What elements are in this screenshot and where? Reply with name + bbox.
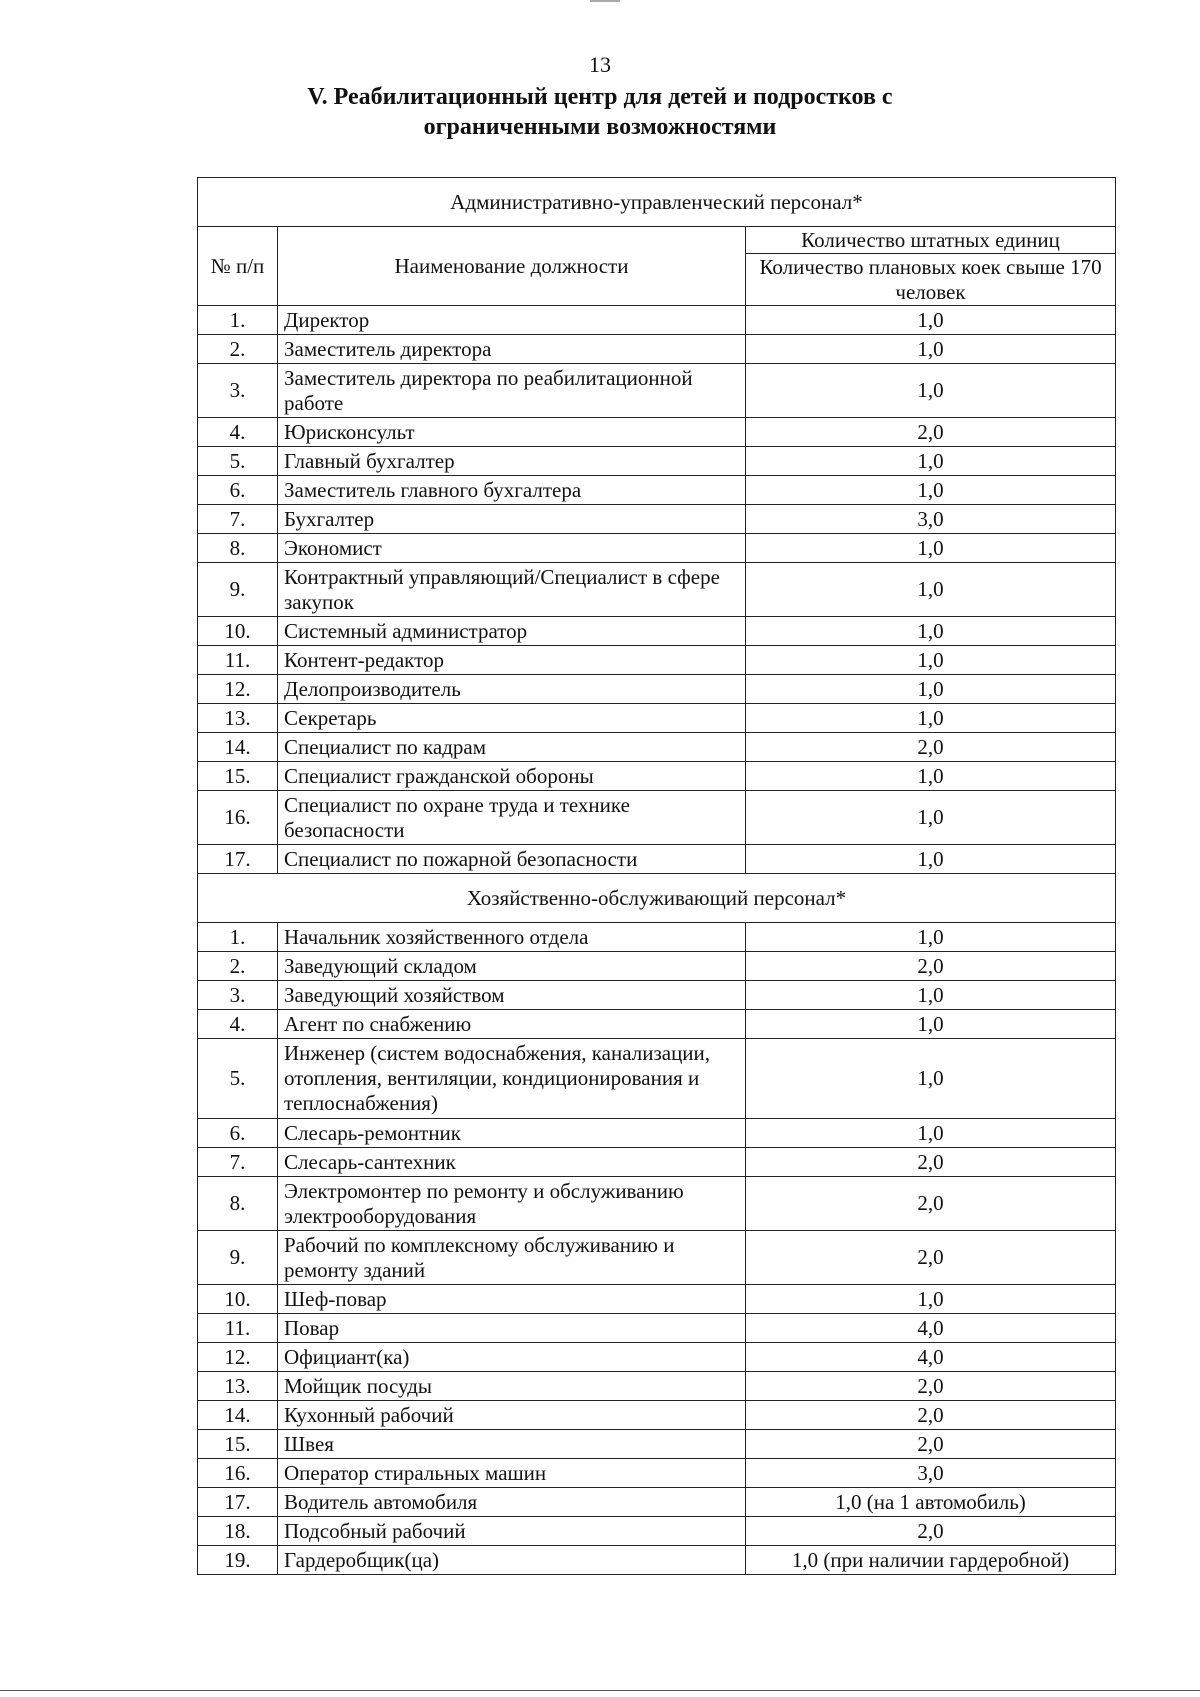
row-number: 1. (198, 923, 278, 952)
position-name: Системный администратор (278, 617, 746, 646)
position-name: Слесарь-сантехник (278, 1148, 746, 1177)
row-number: 11. (198, 1314, 278, 1343)
staff-table (197, 177, 1116, 1575)
table-row (198, 1517, 1116, 1546)
table-row (198, 418, 1116, 447)
service-section-header-row (198, 874, 1116, 923)
row-number: 17. (198, 845, 278, 874)
table-row (198, 1119, 1116, 1148)
position-name: Директор (278, 306, 746, 335)
staff-units-value: 1,0 (746, 306, 1116, 335)
position-name: Контент-редактор (278, 646, 746, 675)
staff-units-value: 4,0 (746, 1343, 1116, 1372)
table-row (198, 1343, 1116, 1372)
page-number: 13 (589, 52, 611, 77)
staff-units-value: 2,0 (746, 952, 1116, 981)
scan-bottom-edge (0, 1690, 1200, 1691)
row-number: 10. (198, 1285, 278, 1314)
table-row (198, 1430, 1116, 1459)
staff-units-value: 3,0 (746, 1459, 1116, 1488)
table-row (198, 952, 1116, 981)
position-name: Электромонтер по ремонту и обслуживанию электрооборудования (278, 1177, 746, 1231)
row-number: 1. (198, 306, 278, 335)
header-num: № п/п (198, 227, 278, 306)
table-row (198, 646, 1116, 675)
staff-units-value: 1,0 (746, 675, 1116, 704)
position-name: Заведующий хозяйством (278, 981, 746, 1010)
column-header-row (198, 227, 1116, 254)
staff-units-value: 2,0 (746, 1372, 1116, 1401)
table-row (198, 762, 1116, 791)
row-number: 15. (198, 762, 278, 791)
row-number: 3. (198, 981, 278, 1010)
staff-units-value: 1,0 (746, 1039, 1116, 1119)
table-row (198, 1231, 1116, 1285)
row-number: 9. (198, 1231, 278, 1285)
position-name: Бухгалтер (278, 505, 746, 534)
position-name: Специалист гражданской обороны (278, 762, 746, 791)
row-number: 11. (198, 646, 278, 675)
row-number: 16. (198, 1459, 278, 1488)
row-number: 7. (198, 505, 278, 534)
row-number: 15. (198, 1430, 278, 1459)
table-row (198, 534, 1116, 563)
position-name: Контрактный управляющий/Специалист в сфере закупок (278, 563, 746, 617)
position-name: Кухонный рабочий (278, 1401, 746, 1430)
row-number: 6. (198, 1119, 278, 1148)
position-name: Специалист по пожарной безопасности (278, 845, 746, 874)
scan-top-mark (590, 0, 620, 2)
header-planned-beds: Количество плановых коек свыше 170 человек (746, 254, 1116, 306)
table-row (198, 1488, 1116, 1517)
position-name: Швея (278, 1430, 746, 1459)
table-row (198, 675, 1116, 704)
row-number: 13. (198, 1372, 278, 1401)
admin-section-title: Административно-управленческий персонал* (198, 178, 1116, 227)
row-number: 6. (198, 476, 278, 505)
row-number: 5. (198, 1039, 278, 1119)
staff-units-value: 1,0 (746, 646, 1116, 675)
row-number: 16. (198, 791, 278, 845)
staff-units-value: 1,0 (746, 845, 1116, 874)
row-number: 14. (198, 1401, 278, 1430)
staff-units-value: 1,0 (746, 617, 1116, 646)
staff-units-value: 1,0 (746, 762, 1116, 791)
staff-units-value: 1,0 (746, 563, 1116, 617)
row-number: 17. (198, 1488, 278, 1517)
staff-units-value: 2,0 (746, 1231, 1116, 1285)
row-number: 2. (198, 952, 278, 981)
position-name: Делопроизводитель (278, 675, 746, 704)
staff-units-value: 1,0 (на 1 автомобиль) (746, 1488, 1116, 1517)
header-staff-units: Количество штатных единиц (746, 227, 1116, 254)
table-row (198, 505, 1116, 534)
staff-units-value: 1,0 (746, 364, 1116, 418)
position-name: Инженер (систем водоснабжения, канализации, отопления, вентиляции, кондиционирования и теплоснабжения) (278, 1039, 746, 1119)
staff-units-value: 1,0 (746, 704, 1116, 733)
service-section-title: Хозяйственно-обслуживающий персонал* (198, 874, 1116, 923)
staff-units-value: 2,0 (746, 1401, 1116, 1430)
row-number: 10. (198, 617, 278, 646)
table-row (198, 704, 1116, 733)
row-number: 13. (198, 704, 278, 733)
row-number: 14. (198, 733, 278, 762)
position-name: Секретарь (278, 704, 746, 733)
staff-units-value: 2,0 (746, 1148, 1116, 1177)
position-name: Повар (278, 1314, 746, 1343)
table-row (198, 306, 1116, 335)
position-name: Гардеробщик(ца) (278, 1546, 746, 1575)
position-name: Начальник хозяйственного отдела (278, 923, 746, 952)
table-row (198, 447, 1116, 476)
table-row (198, 617, 1116, 646)
position-name: Главный бухгалтер (278, 447, 746, 476)
position-name: Заведующий складом (278, 952, 746, 981)
staff-units-value: 1,0 (746, 791, 1116, 845)
staff-table-body (198, 178, 1116, 1575)
position-name: Слесарь-ремонтник (278, 1119, 746, 1148)
staff-units-value: 4,0 (746, 1314, 1116, 1343)
table-row (198, 1314, 1116, 1343)
table-row (198, 1401, 1116, 1430)
header-position-name: Наименование должности (278, 227, 746, 306)
staff-units-value: 1,0 (746, 923, 1116, 952)
staff-units-value: 3,0 (746, 505, 1116, 534)
row-number: 9. (198, 563, 278, 617)
row-number: 12. (198, 675, 278, 704)
row-number: 5. (198, 447, 278, 476)
staff-units-value: 1,0 (746, 476, 1116, 505)
position-name: Заместитель главного бухгалтера (278, 476, 746, 505)
staff-units-value: 1,0 (746, 1285, 1116, 1314)
staff-units-value: 1,0 (746, 447, 1116, 476)
table-row (198, 1459, 1116, 1488)
position-name: Специалист по кадрам (278, 733, 746, 762)
table-row (198, 733, 1116, 762)
position-name: Официант(ка) (278, 1343, 746, 1372)
staff-units-value: 1,0 (при наличии гардеробной) (746, 1546, 1116, 1575)
row-number: 8. (198, 534, 278, 563)
row-number: 8. (198, 1177, 278, 1231)
table-row (198, 563, 1116, 617)
staff-units-value: 2,0 (746, 1177, 1116, 1231)
table-row (198, 1177, 1116, 1231)
staff-units-value: 1,0 (746, 534, 1116, 563)
position-name: Экономист (278, 534, 746, 563)
staff-units-value: 2,0 (746, 1430, 1116, 1459)
table-row (198, 364, 1116, 418)
position-name: Оператор стиральных машин (278, 1459, 746, 1488)
position-name: Агент по снабжению (278, 1010, 746, 1039)
position-name: Заместитель директора по реабилитационной работе (278, 364, 746, 418)
row-number: 3. (198, 364, 278, 418)
table-row (198, 476, 1116, 505)
position-name: Заместитель директора (278, 335, 746, 364)
page-title (0, 82, 1200, 142)
table-row (198, 1285, 1116, 1314)
row-number: 12. (198, 1343, 278, 1372)
table-row (198, 923, 1116, 952)
staff-units-value: 2,0 (746, 733, 1116, 762)
admin-section-header-row (198, 178, 1116, 227)
position-name: Рабочий по комплексному обслуживанию и ремонту зданий (278, 1231, 746, 1285)
table-row (198, 791, 1116, 845)
row-number: 19. (198, 1546, 278, 1575)
staff-units-value: 2,0 (746, 418, 1116, 447)
table-row (198, 981, 1116, 1010)
staff-units-value: 1,0 (746, 981, 1116, 1010)
table-row (198, 1372, 1116, 1401)
position-name: Шеф-повар (278, 1285, 746, 1314)
row-number: 18. (198, 1517, 278, 1546)
position-name: Юрисконсульт (278, 418, 746, 447)
staff-units-value: 1,0 (746, 1119, 1116, 1148)
position-name: Водитель автомобиля (278, 1488, 746, 1517)
page-title-line-1: V. Реабилитационный центр для детей и подростков с (307, 84, 893, 110)
row-number: 2. (198, 335, 278, 364)
table-row (198, 1546, 1116, 1575)
table-row (198, 335, 1116, 364)
staff-units-value: 2,0 (746, 1517, 1116, 1546)
position-name: Подсобный рабочий (278, 1517, 746, 1546)
table-row (198, 1039, 1116, 1119)
table-row (198, 1148, 1116, 1177)
row-number: 7. (198, 1148, 278, 1177)
page-title-line-2: ограниченными возможностями (423, 114, 777, 140)
row-number: 4. (198, 1010, 278, 1039)
row-number: 4. (198, 418, 278, 447)
staff-units-value: 1,0 (746, 1010, 1116, 1039)
position-name: Мойщик посуды (278, 1372, 746, 1401)
table-row (198, 1010, 1116, 1039)
table-row (198, 845, 1116, 874)
staff-units-value: 1,0 (746, 335, 1116, 364)
position-name: Специалист по охране труда и технике безопасности (278, 791, 746, 845)
